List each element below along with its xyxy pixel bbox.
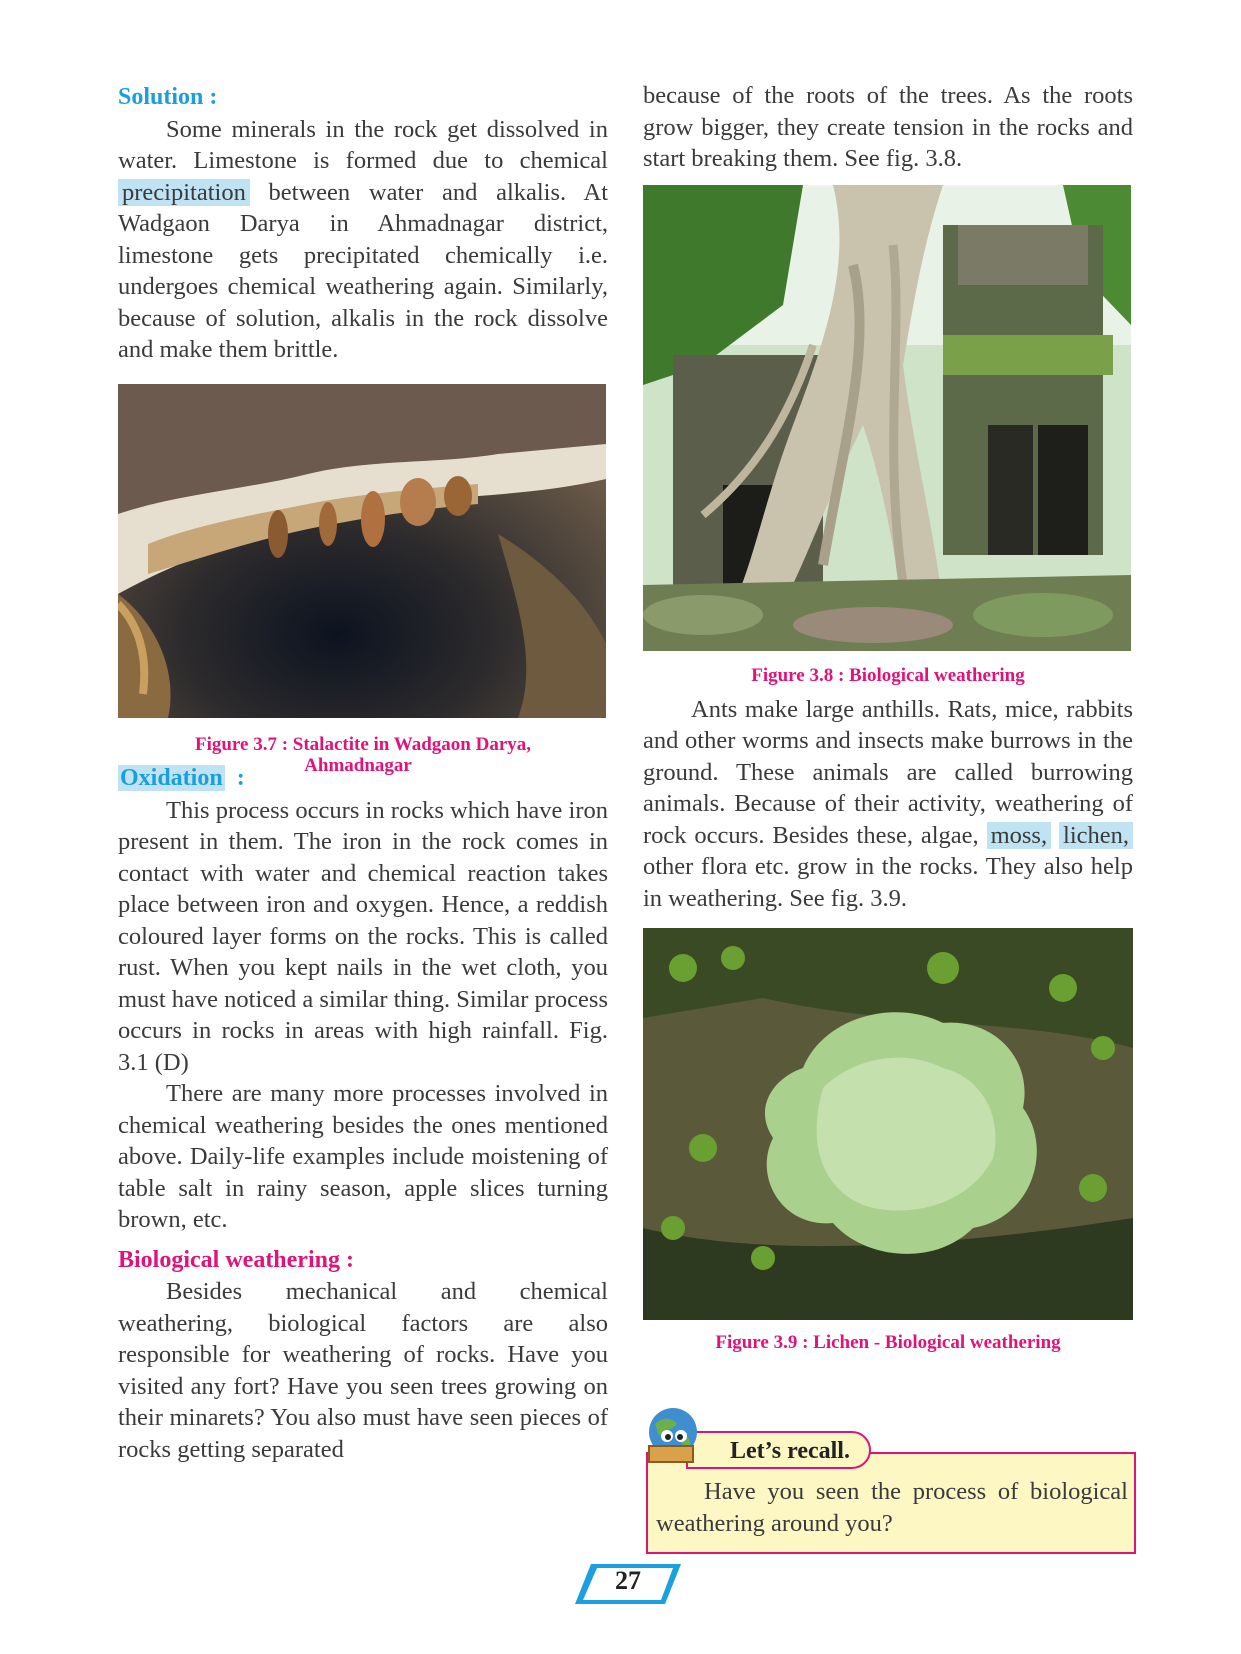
lets-recall-title: Let’s recall. xyxy=(686,1431,871,1469)
page-number-badge xyxy=(573,1562,683,1606)
biological-weathering-heading: Biological weathering : xyxy=(118,1246,354,1273)
highlight-lichen: lichen, xyxy=(1059,822,1133,849)
figure-3-8-temple-roots-image xyxy=(643,185,1131,651)
globe-mascot-icon xyxy=(643,1406,701,1466)
solution-paragraph xyxy=(118,114,608,366)
oxidation-heading: Oxidation : xyxy=(120,764,245,791)
figure-3-9-lichen-image xyxy=(643,928,1133,1320)
figure-3-7-stalactite-image xyxy=(118,384,606,718)
figure-3-8-caption: Figure 3.8 : Biological weathering xyxy=(751,664,1025,686)
right-column xyxy=(643,80,1133,1355)
highlight-moss: moss, xyxy=(987,822,1052,849)
solution-text-b: between water and alkalis. At Wadgaon Darya in Ahmadnagar district, limestone gets precipitated chemically i.e. undergoes chemical weathering again. Similarly, because of solution, alkalis in the rock dissolve and make them brittle. xyxy=(118,178,609,363)
figure-3-7-caption-line2: Ahmadnagar xyxy=(304,754,412,776)
figure-3-9-caption: Figure 3.9 : Lichen - Biological weathering xyxy=(715,1332,1061,1353)
oxidation-paragraph-1: This process occurs in rocks which have iron present in them. The iron in the rock comes in contact with water and chemical reaction takes place between iron and oxygen. Hence, a reddish coloured layer forms on the rocks. This is called rust. When you kept nails in the wet cloth, you must have noticed a similar thing. Similar process occurs in rocks in areas with high rainfall. Fig. 3.1 (D) xyxy=(118,796,608,1076)
solution-heading: Solution : xyxy=(118,84,218,110)
figure-3-7-caption: Figure 3.7 : Stalactite in Wadgaon Darya, xyxy=(194,733,532,755)
animals-paragraph: Ants make large anthills. Rats, mice, rabbits and other worms and insects make burrows in the ground. These animals are called burrowing animals. Because of their activity, weathering of rock occurs. Besides these, algae, moss, lichen, other flora etc. grow in the rocks. They also help in weathering. See fig. 3.9. xyxy=(643,695,1133,912)
oxidation-paragraph-2: There are many more processes involved in chemical weathering besides the ones mentioned above. Daily-life examples include moistening of table salt in rainy season, apple slices turning brown, etc. xyxy=(118,1080,608,1233)
highlight-precipitation: precipitation xyxy=(118,179,250,206)
roots-paragraph: because of the roots of the trees. As the roots grow bigger, they create tension in the rocks and start breaking them. See fig. 3.8. xyxy=(643,82,1133,172)
page-number: 27 xyxy=(615,1566,641,1595)
biological-paragraph: Besides mechanical and chemical weathering, biological factors are also responsible for weathering of rocks. Have you visited any fort? Have you seen trees growing on their minarets? You also must have seen pieces of rocks getting separated xyxy=(118,1278,608,1463)
solution-text-a: Some minerals in the rock get dissolved in water. Limestone is formed due to chemical xyxy=(118,115,608,174)
left-column xyxy=(118,80,608,1465)
recall-question: Have you seen the process of biological weathering around you? xyxy=(656,1478,1128,1537)
